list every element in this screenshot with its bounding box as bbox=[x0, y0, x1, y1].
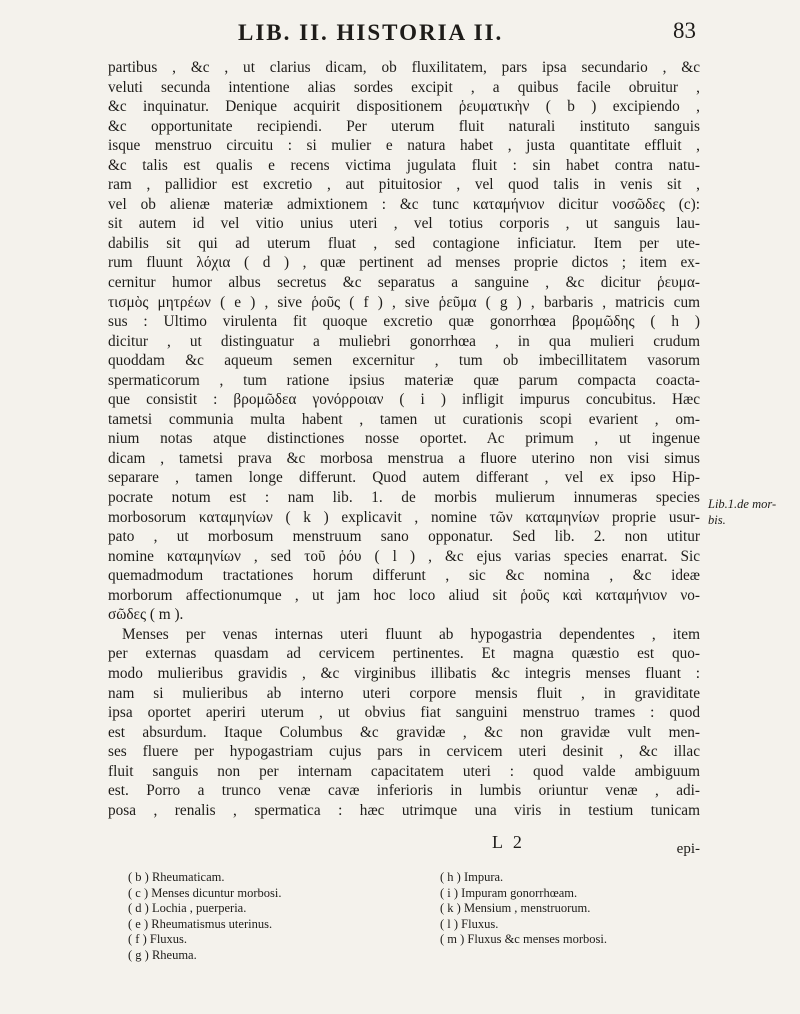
text-line: vel ob alienæ materiæ admixtionem : &c tunc καταμήνιον dicitur νοσῶδες (c): bbox=[108, 195, 700, 213]
footnote: ( d ) Lochia , puerperia. bbox=[128, 901, 247, 916]
text-line: est absurdum. Itaque Columbus &c gravidæ , &c non gravidæ vult men- bbox=[108, 723, 700, 741]
page-header bbox=[108, 18, 700, 52]
text-line: veluti secunda intentione alias sordes excipit , a quibus facile obruitur , bbox=[108, 78, 700, 96]
footnote: ( m ) Fluxus &c menses morbosi. bbox=[440, 932, 608, 947]
text-line: tametsi communia multa habent , tamen ut curationis scopi evarient , om- bbox=[108, 410, 700, 428]
catchword: epi- bbox=[676, 841, 700, 857]
text-line: σῶδες ( m ). bbox=[108, 606, 184, 624]
text-line: rum fluunt λόχια ( d ) , quæ pertinent ad menses proprie dictos ; item ex- bbox=[108, 254, 700, 272]
footnote: ( h ) Impura. bbox=[440, 870, 504, 884]
text-line: que consistit : βρομῶδεα γονόρροιαν ( i ) infligit impurus concubitus. Hæc bbox=[108, 391, 700, 409]
footnotes-left-column bbox=[128, 870, 428, 964]
footnote: ( g ) Rheuma. bbox=[128, 947, 197, 962]
footnote: ( l ) Fluxus. bbox=[440, 916, 499, 931]
text-line: pocrate notum est : nam lib. 1. de morbis mulierum innumeras species bbox=[108, 489, 700, 507]
main-text bbox=[108, 58, 700, 820]
text-line: dabilis sit qui ad uterum fluat , sed contagione inficiatur. Item per ute- bbox=[108, 234, 700, 252]
text-line: nium notas atque distinctiones nosse oportet. Ac primum , ut ingenue bbox=[108, 430, 700, 448]
text-line: spermaticorum , tum ratione ipsius materiæ quæ parum compacta coacta- bbox=[108, 371, 700, 389]
text-line: τισμὸς μητρέων ( e ) , sive ῥοῦς ( f ) , sive ῥεῦμα ( g ) , barbaris , matricis cum bbox=[108, 293, 700, 311]
footnote: ( f ) Fluxus. bbox=[128, 932, 188, 947]
text-line: nomine καταμηνίων , sed τοῦ ῥόυ ( l ) , &c ejus varias species enarrat. Sic bbox=[108, 547, 700, 565]
text-line: dicam , tametsi prava &c morbosa menstrua a fluore uterino non visi simus bbox=[108, 449, 700, 467]
footnote: ( b ) Rheumaticam. bbox=[128, 870, 225, 884]
text-line: quoddam &c aqueum semen excernitur , tum ob imbecillitatem vasorum bbox=[108, 352, 700, 370]
text-line: &c talis est qualis e recens victima jugulata fluit : sin habet contra natu- bbox=[108, 156, 700, 174]
text-line: fluit sanguis non per internam capacitatem uteri : quod valde ambiguum bbox=[108, 762, 700, 780]
text-line: ses fluere per hypogastriam cujus pars in cervicem uteri desinit , &c illac bbox=[108, 743, 700, 761]
text-line: sus : Ultimo virulenta fit quoque excretio quæ gonorrhœa βρομῶδης ( h ) bbox=[108, 313, 700, 331]
text-line: sit autem id vel vitio unius uteri , vel totius corporis , ut sanguis lau- bbox=[108, 215, 700, 233]
signature-mark: L 2 bbox=[492, 832, 525, 852]
text-line: dicitur , ut distinguatur a muliebri gonorrhœa , in qua mulieri crudum bbox=[108, 332, 700, 350]
page-number: 83 bbox=[673, 18, 696, 43]
footnotes-right-column bbox=[440, 870, 700, 948]
text-line: nam si mulieribus ab interno uteri corpore mensis fluit , in graviditate bbox=[108, 684, 700, 702]
text-line: separare , tamen longe differunt. Quod autem differant , vel ex ipso Hip- bbox=[108, 469, 700, 487]
footnote: ( c ) Menses dicuntur morbosi. bbox=[128, 885, 282, 900]
text-line: ipsa oportet aperiri uterum , ut obvius fiat sanguini menstruo trames : quod bbox=[108, 704, 700, 722]
text-line: pato , ut morbosum menstruum sano opponatur. Sed lib. 2. non utitur bbox=[108, 528, 700, 546]
text-line: Menses per venas internas uteri fluunt ab hypogastria dependentes , item bbox=[122, 625, 700, 643]
text-line: partibus , &c , ut clarius dicam, ob fluxilitatem, pars ipsa secundario , &c bbox=[108, 59, 700, 76]
footnote: ( k ) Mensium , menstruorum. bbox=[440, 901, 591, 916]
text-line: est. Porro a trunco venæ cavæ inferioris in lumbis oriuntur venæ , adi- bbox=[108, 782, 700, 800]
text-line: isque menstruo circuitu : si mulier e natura habet , justa quantitate effluit , bbox=[108, 137, 700, 155]
footnote: ( e ) Rheumatismus uterinus. bbox=[128, 916, 273, 931]
margin-note-line: Lib.1.de mor- bbox=[708, 497, 777, 511]
text-line: posa , renalis , spermatica : hæc utrimque una viris in testium tunicam bbox=[108, 801, 700, 819]
margin-note-line: bis. bbox=[708, 513, 726, 527]
text-line: ram , pallidior est excretio , aut pituitosior , vel quod talis in venis sit , bbox=[108, 176, 700, 194]
text-line: modo mulieribus gravidis , &c virginibus illibatis &c integris menses fluant : bbox=[108, 664, 700, 682]
running-title: LIB. II. HISTORIA II. bbox=[238, 20, 504, 45]
text-line: &c inquinatur. Denique acquirit dispositionem ῥευματικὴν ( b ) excipiendo , bbox=[108, 98, 700, 116]
text-line: morborum affectionumque , ut jam hoc loco aliud sit ῥοῦς καὶ καταμήνιον νο- bbox=[108, 586, 700, 604]
text-line: per externas quasdam ad cervicem pertinentes. Et magna quæstio est quo- bbox=[108, 645, 700, 663]
margin-note bbox=[708, 496, 796, 528]
text-line: quemadmodum tractationes horum differunt , sic &c nomina , &c ideæ bbox=[108, 567, 700, 585]
text-line: morbosorum καταμηνίων ( k ) explicavit , nomine τῶν καταμηνίων proprie usur- bbox=[108, 508, 700, 526]
footnote: ( i ) Impuram gonorrhœam. bbox=[440, 885, 578, 900]
text-line: cernitur humor albus secretus &c separatus a sanguine , &c dicitur ῥευμα- bbox=[108, 274, 700, 292]
text-line: &c opportunitate recipiendi. Per uterum fluit naturali instituto sanguis bbox=[108, 117, 700, 135]
